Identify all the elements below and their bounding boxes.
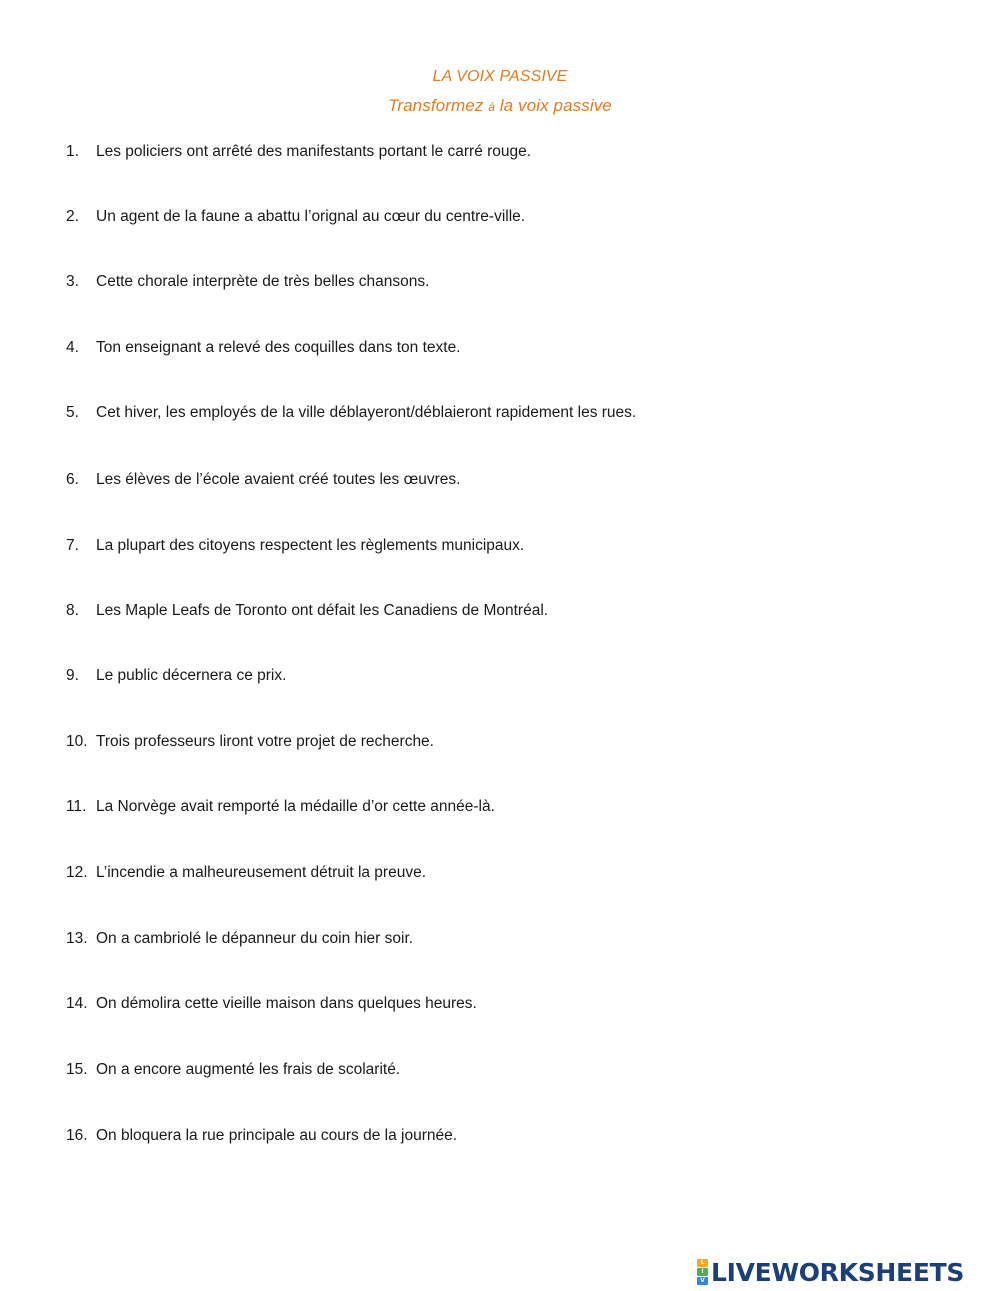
exercise-number: 6.	[66, 471, 79, 488]
exercise-sentence: Ton enseignant a relevé des coquilles dans ton texte.	[96, 339, 461, 356]
page-subtitle	[0, 96, 1000, 116]
exercise-number: 16.	[66, 1127, 88, 1144]
exercise-number: 8.	[66, 602, 79, 619]
exercise-number: 14.	[66, 995, 88, 1012]
exercise-number: 2.	[66, 208, 79, 225]
subtitle-a: à	[488, 100, 495, 114]
exercise-item-10	[66, 732, 946, 752]
logo-text: LIVEWORKSHEETS	[711, 1257, 965, 1287]
exercise-sentence: On démolira cette vieille maison dans quelques heures.	[96, 995, 477, 1012]
exercise-sentence: Cet hiver, les employés de la ville déblayeront/déblaieront rapidement les rues.	[96, 404, 637, 421]
exercise-number: 15.	[66, 1061, 88, 1078]
liveworksheets-logo	[697, 1257, 964, 1287]
exercise-item-13	[66, 929, 946, 949]
exercise-number: 1.	[66, 143, 79, 160]
exercise-sentence: On bloquera la rue principale au cours de la journée.	[96, 1127, 458, 1144]
exercise-item-14	[66, 994, 946, 1014]
exercise-item-16	[66, 1126, 946, 1146]
exercise-sentence: Un agent de la faune a abattu l’orignal au cœur du centre-ville.	[96, 208, 526, 225]
exercise-sentence: Trois professeurs liront votre projet de recherche.	[96, 733, 434, 750]
exercise-number: 12.	[66, 864, 88, 881]
exercise-sentence: La plupart des citoyens respectent les règlements municipaux.	[96, 537, 525, 554]
logo-letter-i: I	[697, 1268, 708, 1276]
exercise-number: 7.	[66, 537, 79, 554]
exercise-item-8	[66, 601, 946, 621]
exercise-sentence: Cette chorale interprète de très belles chansons.	[96, 273, 430, 290]
logo-letter-l: L	[697, 1259, 708, 1267]
logo-letter-v: V	[697, 1277, 708, 1285]
exercise-item-9	[66, 666, 946, 686]
exercise-number: 5.	[66, 404, 79, 421]
exercise-sentence: Les élèves de l’école avaient créé toutes les œuvres.	[96, 471, 461, 488]
exercise-item-4	[66, 338, 946, 358]
exercise-item-15	[66, 1060, 946, 1080]
logo-mark-icon	[697, 1259, 708, 1285]
exercise-sentence: Les Maple Leafs de Toronto ont défait les Canadiens de Montréal.	[96, 602, 549, 619]
exercise-item-3	[66, 272, 946, 292]
exercise-sentence: La Norvège avait remporté la médaille d’or cette année-là.	[96, 798, 495, 815]
exercise-item-7	[66, 536, 946, 556]
exercise-number: 10.	[66, 733, 88, 750]
exercise-sentence: L’incendie a malheureusement détruit la preuve.	[96, 864, 427, 881]
subtitle-part1: Transformez	[388, 96, 489, 115]
exercise-number: 4.	[66, 339, 79, 356]
exercise-item-1	[66, 142, 946, 162]
exercise-sentence: On a encore augmenté les frais de scolarité.	[96, 1061, 401, 1078]
exercise-sentence: Le public décernera ce prix.	[96, 667, 287, 684]
exercise-item-12	[66, 863, 946, 883]
exercise-number: 11.	[66, 798, 87, 815]
exercise-item-11	[66, 797, 946, 817]
exercise-number: 13.	[66, 930, 88, 947]
exercise-number: 3.	[66, 273, 79, 290]
exercise-item-2	[66, 207, 946, 227]
exercise-number: 9.	[66, 667, 79, 684]
exercise-item-6	[66, 470, 946, 490]
subtitle-part2: la voix passive	[494, 96, 612, 115]
exercise-item-5	[66, 403, 946, 423]
page-title: LA VOIX PASSIVE	[432, 68, 568, 85]
exercise-sentence: Les policiers ont arrêté des manifestants portant le carré rouge.	[96, 143, 532, 160]
exercise-sentence: On a cambriolé le dépanneur du coin hier soir.	[96, 930, 414, 947]
